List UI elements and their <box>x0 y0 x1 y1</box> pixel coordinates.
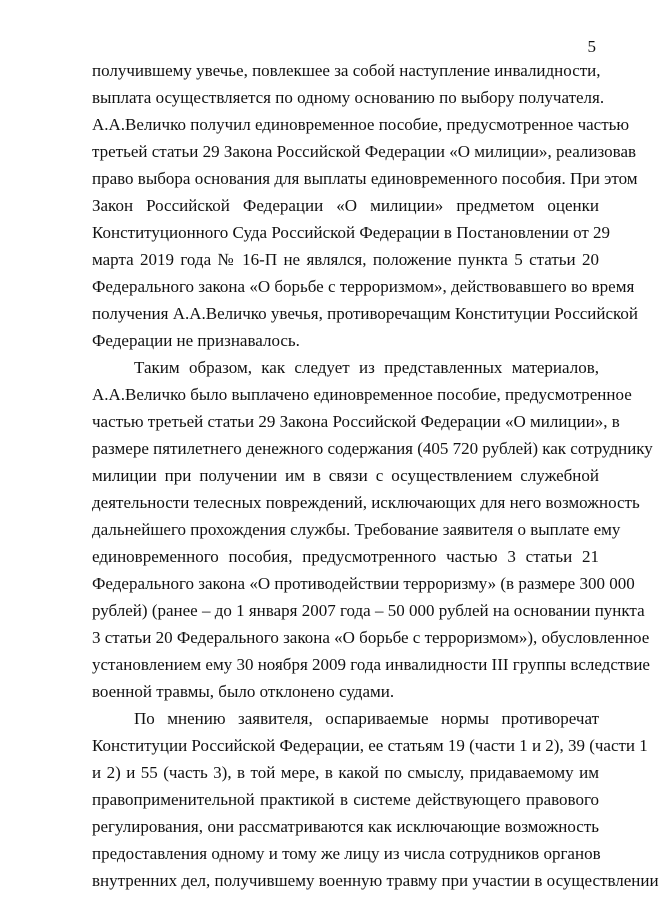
text-line: Конституции Российской Федерации, ее статьям 19 (части 1 и 2), 39 (части 1 <box>92 736 648 755</box>
text-line: право выбора основания для выплаты единовременного пособия. При этом <box>92 169 638 188</box>
text-line: размере пятилетнего денежного содержания (405 720 рублей) как сотруднику <box>92 439 653 458</box>
text-line: марта 2019 года № 16-П не являлся, положение пункта 5 статьи 20 <box>92 250 599 269</box>
text-line: установлением ему 30 ноября 2009 года инвалидности III группы вследствие <box>92 655 650 674</box>
text-line: и 2) и 55 (часть 3), в той мере, в какой по смыслу, придаваемому им <box>92 763 599 782</box>
text-line: рублей) (ранее – до 1 января 2007 года – 50 000 рублей на основании пункта <box>92 601 645 620</box>
text-line: единовременного пособия, предусмотренного частью 3 статьи 21 <box>92 547 599 566</box>
text-line: дальнейшего прохождения службы. Требование заявителя о выплате ему <box>92 520 621 539</box>
text-line: военной травмы, было отклонено судами. <box>92 682 395 701</box>
page-number: 5 <box>587 37 596 56</box>
text-line: правоприменительной практикой в системе действующего правового <box>92 790 599 809</box>
text-line: А.А.Величко было выплачено единовременное пособие, предусмотренное <box>92 385 632 404</box>
text-line: предоставления одному и тому же лицу из числа сотрудников органов <box>92 844 601 863</box>
text-line: выплата осуществляется по одному основанию по выбору получателя. <box>92 88 605 107</box>
text-line: Закон Российской Федерации «О милиции» предметом оценки <box>92 196 599 215</box>
text-line: Таким образом, как следует из представленных материалов, <box>134 358 599 377</box>
text-line: Конституционного Суда Российской Федерации в Постановлении от 29 <box>92 223 611 242</box>
text-line: Федерации не признавалось. <box>92 331 300 350</box>
document-body <box>92 57 659 894</box>
paragraph <box>92 705 659 894</box>
text-line: Федерального закона «О противодействии терроризму» (в размере 300 000 <box>92 574 635 593</box>
paragraph <box>92 57 639 354</box>
paragraph <box>92 354 653 705</box>
text-line: милиции при получении им в связи с осуществлением служебной <box>92 466 599 485</box>
text-line: третьей статьи 29 Закона Российской Федерации «О милиции», реализовав <box>92 142 637 161</box>
text-line: Федерального закона «О борьбе с терроризмом», действовавшего во время <box>92 277 635 296</box>
text-line: 3 статьи 20 Федерального закона «О борьбе с терроризмом»), обусловленное <box>92 628 650 647</box>
text-line: По мнению заявителя, оспариваемые нормы противоречат <box>134 709 599 728</box>
text-line: частью третьей статьи 29 Закона Российской Федерации «О милиции», в <box>92 412 620 431</box>
text-line: деятельности телесных повреждений, исключающих для него возможность <box>92 493 640 512</box>
text-line: получившему увечье, повлекшее за собой наступление инвалидности, <box>92 61 601 80</box>
text-line: внутренних дел, получившему военную травму при участии в осуществлении <box>92 871 659 890</box>
text-line: регулирования, они рассматриваются как исключающие возможность <box>92 817 599 836</box>
text-line: А.А.Величко получил единовременное пособие, предусмотренное частью <box>92 115 630 134</box>
text-line: получения А.А.Величко увечья, противоречащим Конституции Российской <box>92 304 639 323</box>
